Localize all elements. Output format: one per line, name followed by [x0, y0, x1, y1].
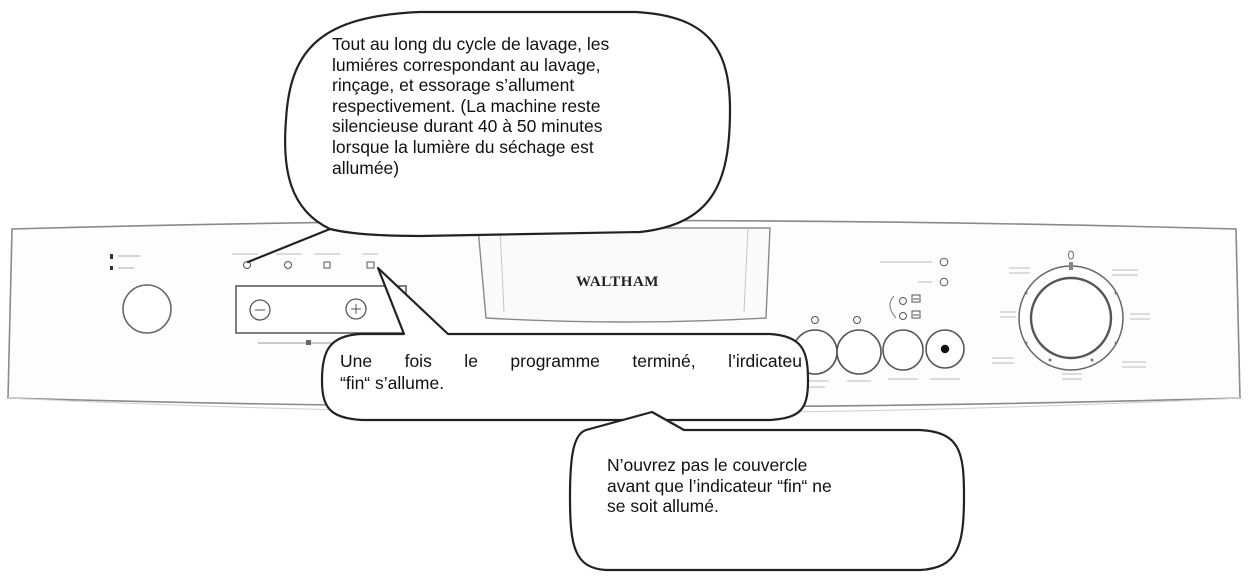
- callout-line: avant que l’indicateur “fin“ ne: [607, 475, 832, 496]
- start-pause-dot: [941, 345, 949, 353]
- callout-line: N’ouvrez pas le couvercle: [607, 455, 808, 475]
- power-knob[interactable]: [123, 285, 171, 333]
- callout-lid-warning-text: [607, 455, 937, 517]
- callout-line: se soit allumé.: [607, 496, 719, 516]
- program-dial-knob[interactable]: [1031, 278, 1111, 358]
- callout-line: lumiéres correspondant au lavage,: [332, 54, 601, 75]
- callout-line: Une fois le programme terminé, l’irdicateu: [340, 351, 802, 371]
- callout-line: “fin“ s’allume.: [340, 373, 445, 393]
- program-button-3[interactable]: [883, 330, 923, 370]
- callout-line: Tout au long du cycle de lavage, les: [332, 34, 610, 54]
- callout-line: rinçage, et essorage s’allument: [332, 75, 575, 96]
- callout-line: lorsque la lumière du séchage est: [332, 136, 594, 157]
- brand-label: WALTHAM: [576, 274, 659, 290]
- callout-line: allumée): [332, 157, 400, 178]
- callout-line: respectivement. (La machine reste: [332, 95, 601, 116]
- callout-end-indicator-text: [340, 350, 802, 394]
- callout-cycle-lights-text: [332, 34, 702, 178]
- callout-line: silencieuse durant 40 à 50 minutes: [332, 116, 603, 137]
- program-button-2[interactable]: [837, 330, 881, 374]
